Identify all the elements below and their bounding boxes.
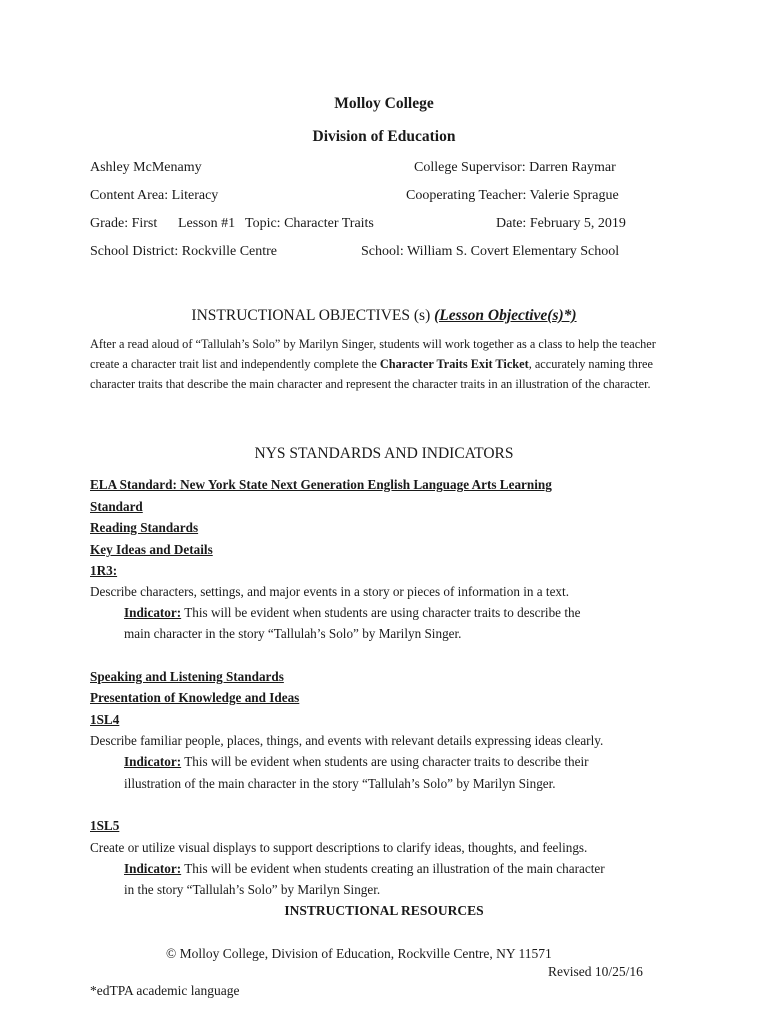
content-area: Content Area: Literacy [90, 188, 219, 203]
sl4-text: Describe familiar people, places, things, and events with relevant details expressing ideas clearly. [90, 733, 604, 748]
objectives-text-after: , accurately naming three character traits that describe the main character and represent the character traits in an illustration of the character. [90, 357, 653, 391]
key-ideas: Key Ideas and Details [90, 542, 213, 557]
footer-note: *edTPA academic language [90, 983, 240, 998]
sl5-code: 1SL5 [90, 818, 120, 833]
ela-standard-line2: Standard [90, 499, 143, 514]
objectives-paragraph [90, 334, 680, 394]
lesson-date: Date: February 5, 2019 [496, 216, 626, 231]
sl4-indicator-line1 [124, 754, 589, 770]
reading-standards: Reading Standards [90, 520, 199, 535]
college-title: Molloy College [334, 95, 434, 112]
ela-standard-line1: ELA Standard: New York State Next Generation English Language Arts Learning [90, 477, 552, 492]
lesson-number: Lesson #1 [178, 216, 236, 231]
speaking-listening-heading: Speaking and Listening Standards [90, 669, 284, 684]
footer-revised: Revised 10/25/16 [548, 964, 643, 979]
footer-copyright: © Molloy College, Division of Education, Rockville Centre, NY 11571 [166, 946, 552, 961]
sl5-indicator-text: This will be evident when students creating an illustration of the main character [181, 861, 605, 876]
sl5-indicator-line2: in the story “Tallulah’s Solo” by Marilyn Singer. [124, 882, 381, 897]
sl5-text: Create or utilize visual displays to support descriptions to clarify ideas, thoughts, and feelings. [90, 840, 588, 855]
sl4-indicator-text: This will be evident when students are using character traits to describe their [181, 754, 589, 769]
r3-indicator-text: This will be evident when students are using character traits to describe the [181, 605, 581, 620]
objectives-text-before: After a read aloud of “Tallulah’s Solo” by Marilyn Singer, students will work together as a class to help the teacher create a character trait list and independently complete the [90, 337, 656, 371]
objectives-heading-text: INSTRUCTIONAL OBJECTIVES (s) [191, 307, 431, 324]
school-district: School District: Rockville Centre [90, 244, 278, 259]
sl5-indicator-label: Indicator: [124, 861, 182, 876]
r3-indicator-line1 [124, 605, 580, 621]
school-name: School: William S. Covert Elementary School [361, 244, 620, 259]
sl4-indicator-line2: illustration of the main character in the story “Tallulah’s Solo” by Marilyn Singer. [124, 776, 556, 791]
cooperating-teacher: Cooperating Teacher: Valerie Sprague [406, 188, 619, 203]
r3-indicator-label: Indicator: [124, 605, 182, 620]
student-name: Ashley McMenamy [90, 160, 202, 175]
sl4-code: 1SL4 [90, 712, 120, 727]
r3-indicator-line2: main character in the story “Tallulah’s Solo” by Marilyn Singer. [124, 626, 462, 641]
division-title: Division of Education [312, 128, 456, 145]
objectives-heading [0, 307, 768, 325]
standards-heading: NYS STANDARDS AND INDICATORS [254, 445, 514, 462]
grade: Grade: First [90, 216, 158, 231]
sl5-indicator-line1 [124, 861, 605, 877]
resources-heading: INSTRUCTIONAL RESOURCES [284, 903, 484, 918]
objectives-heading-sub: (Lesson Objective(s)*) [434, 307, 577, 324]
lesson-topic: Topic: Character Traits [245, 216, 374, 231]
college-supervisor: College Supervisor: Darren Raymar [414, 160, 616, 175]
sl4-indicator-label: Indicator: [124, 754, 182, 769]
r3-text: Describe characters, settings, and major events in a story or pieces of information in a text. [90, 584, 569, 599]
objectives-text-bold: Character Traits Exit Ticket [379, 357, 529, 371]
presentation-heading: Presentation of Knowledge and Ideas [90, 690, 300, 705]
r3-code: 1R3: [90, 563, 118, 578]
